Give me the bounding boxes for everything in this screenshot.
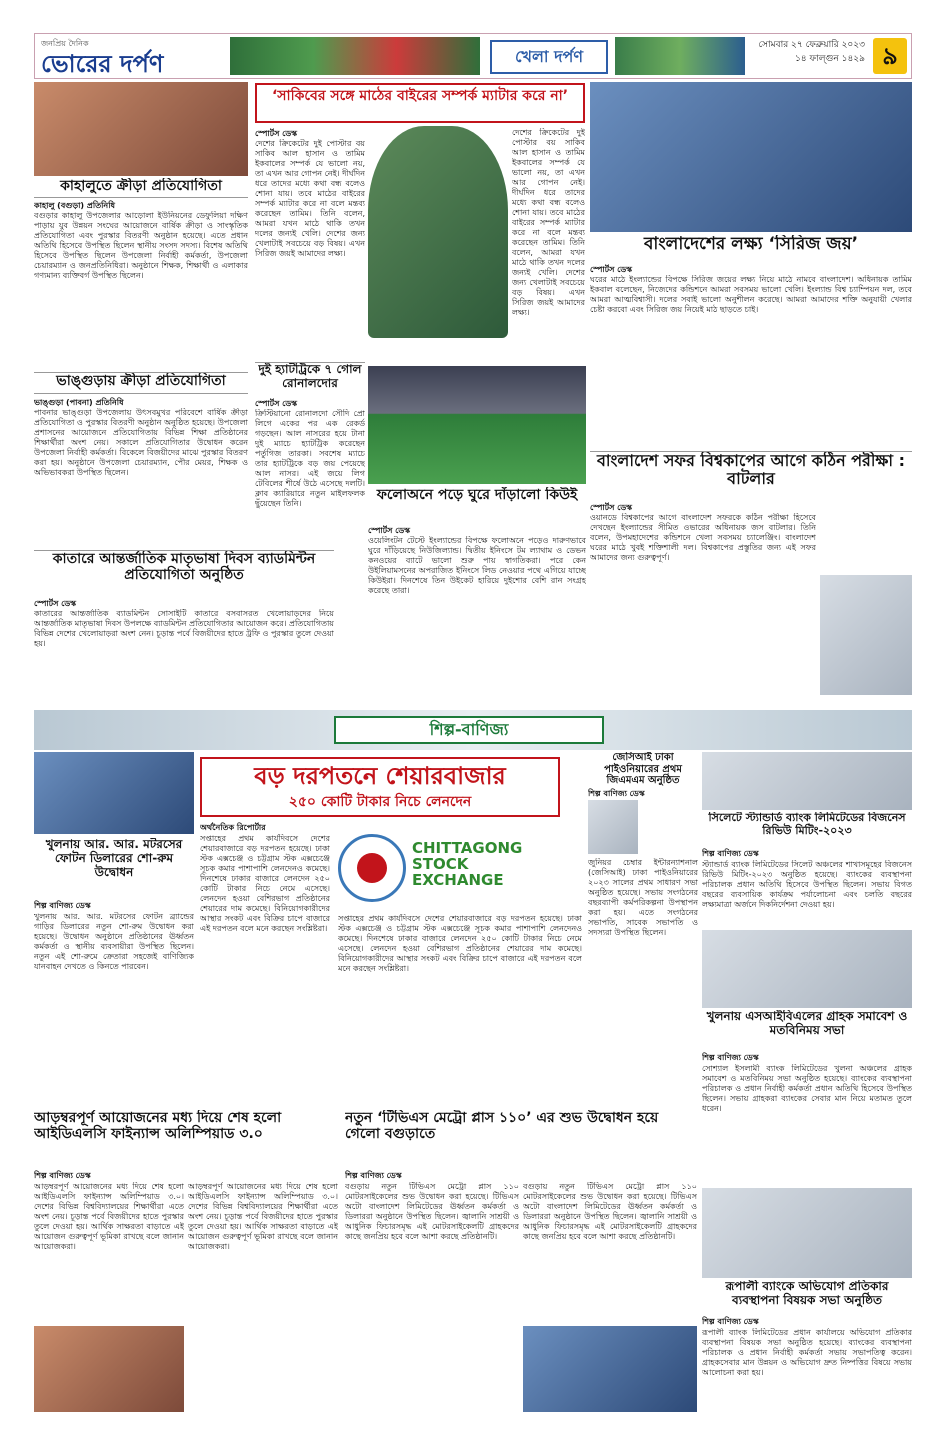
standard-bank-body: স্ট্যান্ডার্ড ব্যাংক লিমিটেডের সিলেট অঞ্চলের শাখাসমূহের বিজনেস রিভিউ মিটিং-২০২৩ অনুষ্ঠিত হয়েছে। ব্যাংকের ব্যবস্থাপনা পরিচালক প্রধান অতিথি হিসেবে উপস্থিত ছিলেন। সভায় বিগত বছরের ব্যবসায়িক কার্যক্রম পর্যালোচনা এবং চলতি বছরের লক্ষ্যমাত্রা অর্জনে দিকনির্দেশনা দেওয়া হয়। bbox=[702, 860, 912, 909]
share-market-dateline: অর্থনৈতিক রিপোর্টার bbox=[200, 823, 266, 832]
brand-tagline: জনপ্রিয় দৈনিক bbox=[41, 39, 89, 48]
share-market-body-left: সপ্তাহের প্রথম কার্যদিবসে দেশের শেয়ারবাজারে বড় দরপতন হয়েছে। ঢাকা স্টক এক্সচেঞ্জ ও চট্টগ্রাম স্টক এক্সচেঞ্জে সূচক কমার পাশাপাশি লেনদেনও কমেছে। দিনশেষে ঢাকার বাজারে লেনদেন ২৫০ কোটি টাকার নিচে নেমে এসেছে। লেনদেন হওয়া বেশিরভাগ প্রতিষ্ঠানের শেয়ারের দাম কমেছে। বিনিয়োগকারীদের আস্থার সংকট এবং বিক্রির চাপে বাজারে এই দরপতন বলে মনে করছেন সংশ্লিষ্টরা। bbox=[200, 834, 330, 933]
date-gregorian: সোমবার ২৭ ফেব্রুয়ারি ২০২৩ bbox=[758, 40, 865, 50]
badminton-body: কাতারের আন্তর্জাতিক ব্যাডমিন্টন সোসাইটি কাতারে বসবাসরত খেলোয়াড়দের নিয়ে আন্তর্জাতিক মাতৃভাষা দিবস উপলক্ষে ব্যাডমিন্টন প্রতিযোগিতার আয়োজন করে। প্রতিযোগিতায় বিভিন্ন দেশের খেলোয়াড়রা অংশ নেন। চূড়ান্ত পর্বে বিজয়ীদের হাতে ট্রফি ও পুরস্কার তুলে দেওয়া হয়। bbox=[34, 609, 334, 648]
standard-bank-dateline: শিল্প বাণিজ্য ডেস্ক bbox=[702, 849, 759, 858]
tvs-headline: নতুন ‘টিভিএস মেট্রো প্লাস ১১০’ এর শুভ উদ্বোধন হয়ে গেলো বগুড়াতে bbox=[345, 1110, 659, 1143]
kahalu-dateline: কাহালু (বগুড়া) প্রতিনিধি bbox=[34, 201, 115, 210]
sakib-body-left: দেশের ক্রিকেটের দুই পোস্টার বয় সাকিব আল হাসান ও তামিম ইকবালের সম্পর্ক যে ভালো নয়, তা এখন আর গোপন নেই। দীর্ঘদিন ধরে তাদের মধ্যে কথা বন্ধ বলেও শোনা যায়। তবে মাঠের বাইরের সম্পর্ক ম্যাটার করে না বলে মন্তব্য করেছেন তামিম। তিনি বলেন, আমরা যখন মাঠে থাকি তখন দলের জন্যই খেলি। দেশের জন্য খেলাটাই সবচেয়ে বড় বিষয়। এখন সিরিজ জয়ই আমাদের লক্ষ্য। bbox=[255, 139, 365, 258]
idlc-dateline: শিল্প বাণিজ্য ডেস্ক bbox=[34, 1171, 91, 1180]
badminton-headline: কাতারে আন্তর্জাতিক মাতৃভাষা দিবস ব্যাডমিন্টন প্রতিযোগিতা অনুষ্ঠিত bbox=[34, 550, 334, 596]
buttler-dateline: স্পোর্টস ডেস্ক bbox=[590, 503, 633, 512]
masthead bbox=[34, 33, 912, 79]
kahalu-headline: কাহালুতে ক্রীড়া প্রতিযোগিতা bbox=[34, 178, 248, 198]
sibl-body: সোশ্যাল ইসলামী ব্যাংক লিমিটেডের খুলনা অঞ্চলের গ্রাহক সমাবেশ ও মতবিনিময় সভা অনুষ্ঠিত হয়েছে। ব্যাংকের ব্যবস্থাপনা পরিচালক ও প্রধান নির্বাহী কর্মকর্তা প্রধান অতিথি হিসেবে উপস্থিত ছিলেন। সভায় গ্রাহকরা ব্যাংকের সেবার মান নিয়ে মতামত তুলে ধরেন। bbox=[702, 1064, 912, 1113]
cse-logo bbox=[412, 840, 536, 900]
sports-banner-image bbox=[230, 37, 480, 75]
date-bangla: ১৪ ফাল্গুন ১৪২৯ bbox=[794, 54, 865, 64]
rr-motors-body: খুলনায় আর. আর. মটরসের ফোটন ব্র্যান্ডের গাড়ির ডিলারের নতুন শো-রুম উদ্বোধন করা হয়েছে। উদ্বোধন অনুষ্ঠানে প্রতিষ্ঠানের ঊর্ধ্বতন কর্মকর্তা ও স্থানীয় ব্যবসায়ীরা উপস্থিত ছিলেন। নতুন এই শো-রুমে ক্রেতারা সহজেই বাণিজ্যিক যানবাহন দেখতে ও কিনতে পারবেন। bbox=[34, 912, 194, 971]
idlc-winners-photo bbox=[34, 1326, 184, 1412]
sibl-photo bbox=[702, 930, 912, 1008]
standard-bank-headline: সিলেটে স্ট্যান্ডার্ড ব্যাংক লিমিটেডের বিজনেস রিভিউ মিটিং-২০২৩ bbox=[708, 812, 906, 837]
idlc-body-right: আড়ম্বরপূর্ণ আয়োজনের মধ্য দিয়ে শেষ হলো আইডিএলসি ফাইন্যান্স অলিম্পিয়াড ৩.০। দেশের বিভিন্ন বিশ্ববিদ্যালয়ের শিক্ষার্থীরা এতে অংশ নেয়। চূড়ান্ত পর্বে বিজয়ীদের হাতে পুরস্কার তুলে দেওয়া হয়। আর্থিক সাক্ষরতা বাড়াতে এই আয়োজন গুরুত্বপূর্ণ ভূমিকা রাখছে বলে জানান আয়োজকরা। bbox=[188, 1182, 338, 1251]
tvs-launch-photo bbox=[523, 1326, 697, 1412]
rr-motors-headline: খুলনায় আর. আর. মটরসের ফোটন ডিলারের শো-রুম উদ্বোধন bbox=[45, 838, 183, 879]
kiwi-body: ওয়েলিংটন টেস্টে ইংল্যান্ডের বিপক্ষে ফলোঅনে পড়েও দারুণভাবে ঘুরে দাঁড়িয়েছে নিউজিল্যান্ড। দ্বিতীয় ইনিংসে টম ল্যাথাম ও ডেভন কনওয়ের ব্যাটে ভালো শুরু পায় স্বাগতিকরা। পরে কেন উইলিয়ামসনের অপরাজিত ইনিংসে লিড নেওয়ার পথে এগিয়ে যাচ্ছে কিউইরা। দিনশেষে তিন উইকেট হারিয়ে দুইশোর বেশি রান সংগ্রহ করেছে তারা। bbox=[368, 536, 586, 595]
sakib-headline: ‘সাকিবের সঙ্গে মাঠের বাইরের সম্পর্ক ম্যাটার করে না’ bbox=[255, 83, 585, 123]
brand-name: ভোরের দর্পণ bbox=[41, 50, 164, 76]
kiwi-dateline: স্পোর্টস ডেস্ক bbox=[368, 526, 411, 535]
khulna-showroom-photo bbox=[34, 752, 194, 834]
cse-logo-line1: CHITTAGONG bbox=[412, 840, 523, 857]
share-market-body-right: সপ্তাহের প্রথম কার্যদিবসে দেশের শেয়ারবাজারে বড় দরপতন হয়েছে। ঢাকা স্টক এক্সচেঞ্জ ও চট্টগ্রাম স্টক এক্সচেঞ্জে সূচক কমার পাশাপাশি লেনদেনও কমেছে। দিনশেষে ঢাকার বাজারে লেনদেন ২৫০ কোটি টাকার নিচে নেমে এসেছে। লেনদেন হওয়া বেশিরভাগ প্রতিষ্ঠানের শেয়ারের দাম কমেছে। বিনিয়োগকারীদের আস্থার সংকট এবং বিক্রির চাপে বাজারে এই দরপতন বলে মনে করছেন সংশ্লিষ্টরা। bbox=[338, 914, 582, 973]
ronaldo-body: ক্রিস্টিয়ানো রোনালদো সৌদি প্রো লিগে একের পর এক রেকর্ড গড়ছেন। আল নাসরের হয়ে টানা দুই ম্যাচে হ্যাটট্রিক করেছেন পর্তুগিজ তারকা। সবশেষ ম্যাচে তার হ্যাটট্রিকে বড় জয় পেয়েছে আল নাসর। এই জয়ে লিগ টেবিলের শীর্ষে উঠে এসেছে দলটি। ক্লাব ক্যারিয়ারে নতুন মাইলফলক ছুঁয়েছেন তিনি। bbox=[255, 409, 365, 508]
series-headline: বাংলাদেশের লক্ষ্য ‘সিরিজ জয়’ bbox=[643, 235, 859, 254]
dse-logo-icon bbox=[338, 834, 406, 902]
newspaper-logo bbox=[41, 38, 226, 76]
series-dateline: স্পোর্টস ডেস্ক bbox=[590, 265, 633, 274]
cse-logo-line3: EXCHANGE bbox=[412, 871, 504, 889]
rupali-dateline: শিল্প বাণিজ্য ডেস্ক bbox=[702, 1317, 759, 1326]
kahalu-body: বগুড়ার কাহালু উপজেলার আড়োলা ইউনিয়নের ডেফুলিয়া দক্ষিণ পাড়ায় যুব উন্নয়ন সংঘের আয়োজনে বার্ষিক ক্রীড়া ও সাংস্কৃতিক প্রতিযোগিতা এবং পুরস্কার বিতরণী অনুষ্ঠান হয়েছে। এতে প্রধান অতিথি হিসেবে উপস্থিত ছিলেন স্থানীয় সংসদ সদস্য। বিশেষ অতিথি হিসেবে উপস্থিত ছিলেন উপজেলা নির্বাহী কর্মকর্তা, উপজেলা চেয়ারম্যান ও জনপ্রতিনিধিরা। অনুষ্ঠানে শিক্ষক, শিক্ষার্থী ও এলাকার গণ্যমান্য ব্যক্তিবর্গ উপস্থিত ছিলেন। bbox=[34, 211, 248, 280]
series-body: ঘরের মাঠে ইংল্যান্ডের বিপক্ষে সিরিজ জয়ের লক্ষ্য নিয়ে মাঠে নামবে বাংলাদেশ। অধিনায়ক তামিম ইকবাল বলেছেন, নিজেদের কন্ডিশনে আমরা সবসময় ভালো খেলি। ইংল্যান্ড বিশ্ব চ্যাম্পিয়ন দল, তবে আমরা আত্মবিশ্বাসী। দলের সবাই ভালো অনুশীলন করেছে। আমরা আমাদের শক্তি অনুযায়ী খেলার চেষ্টা করবো এবং সিরিজ জয় নিয়েই মাঠ ছাড়তে চাই। bbox=[590, 275, 912, 314]
sports-banner-image-right bbox=[615, 37, 745, 75]
ronaldo-dateline: স্পোর্টস ডেস্ক bbox=[255, 399, 298, 408]
jci-headline: জেসিআই ঢাকা পাইওনিয়ারের প্রথম জিএমএম অনুষ্ঠিত bbox=[604, 752, 682, 786]
date-line bbox=[750, 38, 865, 76]
share-market-headline: বড় দরপতনে শেয়ারবাজার bbox=[254, 762, 506, 790]
cse-logo-line2: STOCK bbox=[412, 855, 469, 873]
ronaldo-headline: দুই হ্যাটট্রিকে ৭ গোল রোনালদোর bbox=[255, 362, 365, 396]
buttler-headline: বাংলাদেশ সফর বিশ্বকাপের আগে কঠিন পরীক্ষা : বাটলার bbox=[590, 451, 912, 499]
rr-motors-dateline: শিল্প বাণিজ্য ডেস্ক bbox=[34, 901, 91, 910]
rupali-body: রূপালী ব্যাংক লিমিটেডের প্রধান কার্যালয়ে অভিযোগ প্রতিকার ব্যবস্থাপনা বিষয়ক সভা অনুষ্ঠিত হয়েছে। ব্যাংকের ব্যবস্থাপনা পরিচালক ও প্রধান নির্বাহী কর্মকর্তা সভায় সভাপতিত্ব করেন। গ্রাহকসেবার মান উন্নয়ন ও অভিযোগ দ্রুত নিষ্পত্তির বিষয়ে সভায় আলোচনা করা হয়। bbox=[702, 1328, 912, 1377]
buttler-photo bbox=[820, 575, 912, 695]
sakib-dateline: স্পোর্টস ডেস্ক bbox=[255, 129, 298, 138]
jci-person-photo bbox=[588, 800, 638, 854]
idlc-headline: আড়ম্বরপূর্ণ আয়োজনের মধ্য দিয়ে শেষ হলো আইডিএলসি ফাইন্যান্স অলিম্পিয়াড ৩.০ bbox=[34, 1110, 282, 1143]
page-number: ৯ bbox=[873, 38, 907, 74]
business-section-banner bbox=[34, 710, 912, 750]
sibl-dateline: শিল্প বাণিজ্য ডেস্ক bbox=[702, 1053, 759, 1062]
team-huddle-photo bbox=[590, 82, 912, 232]
bhangura-dateline: ভাঙ্গুড়া (পাবনা) প্রতিনিধি bbox=[34, 398, 124, 407]
cricket-test-photo bbox=[368, 366, 586, 484]
kahalu-photo bbox=[34, 82, 248, 176]
share-market-title-box bbox=[200, 757, 560, 817]
kiwi-headline: ফলোঅনে পড়ে ঘুরে দাঁড়ালো কিউই bbox=[376, 487, 578, 503]
tamim-photo bbox=[368, 126, 508, 338]
bhangura-headline: ভাঙ্গুড়ায় ক্রীড়া প্রতিযোগিতা bbox=[34, 372, 248, 394]
sakib-body-right: দেশের ক্রিকেটের দুই পোস্টার বয় সাকিব আল হাসান ও তামিম ইকবালের সম্পর্ক যে ভালো নয়, তা এখন আর গোপন নেই। দীর্ঘদিন ধরে তাদের মধ্যে কথা বন্ধ বলেও শোনা যায়। তবে মাঠের বাইরের সম্পর্ক ম্যাটার করে না বলে মন্তব্য করেছেন তামিম। তিনি বলেন, আমরা যখন মাঠে থাকি তখন দলের জন্যই খেলি। দেশের জন্য খেলাটাই সবচেয়ে বড় বিষয়। এখন সিরিজ জয়ই আমাদের লক্ষ্য। bbox=[512, 128, 585, 317]
idlc-body-left: আড়ম্বরপূর্ণ আয়োজনের মধ্য দিয়ে শেষ হলো আইডিএলসি ফাইন্যান্স অলিম্পিয়াড ৩.০। দেশের বিভিন্ন বিশ্ববিদ্যালয়ের শিক্ষার্থীরা এতে অংশ নেয়। চূড়ান্ত পর্বে বিজয়ীদের হাতে পুরস্কার তুলে দেওয়া হয়। আর্থিক সাক্ষরতা বাড়াতে এই আয়োজন গুরুত্বপূর্ণ ভূমিকা রাখছে বলে জানান আয়োজকরা। bbox=[34, 1182, 184, 1251]
share-market-subtitle: ২৫০ কোটি টাকার নিচে লেনদেন bbox=[288, 794, 472, 810]
standard-bank-meeting-photo bbox=[702, 752, 912, 810]
jci-dateline: শিল্প বাণিজ্য ডেস্ক bbox=[588, 789, 645, 798]
dse-logo-center-icon bbox=[357, 853, 387, 883]
sibl-headline: খুলনায় এসআইবিএলের গ্রাহক সমাবেশ ও মতবিনিময় সভা bbox=[706, 1010, 908, 1037]
buttler-body: ওয়ানডে বিশ্বকাপের আগে বাংলাদেশ সফরকে কঠিন পরীক্ষা হিসেবে দেখছেন ইংল্যান্ডের সীমিত ওভারের অধিনায়ক জস বাটলার। তিনি বলেন, উপমহাদেশের কন্ডিশনে খেলা সবসময় চ্যালেঞ্জিং। বাংলাদেশ ঘরের মাঠে খুবই শক্তিশালী দল। বিশ্বকাপের প্রস্তুতির জন্য এই সফর আমাদের জন্য গুরুত্বপূর্ণ। bbox=[590, 513, 816, 562]
rupali-headline: রূপালী ব্যাংকে অভিযোগ প্রতিকার ব্যবস্থাপনা বিষয়ক সভা অনুষ্ঠিত bbox=[725, 1280, 889, 1307]
tvs-dateline: শিল্প বাণিজ্য ডেস্ক bbox=[345, 1171, 402, 1180]
stock-exchange-logos bbox=[338, 828, 538, 908]
tvs-body-right: বগুড়ায় নতুন টিভিএস মেট্রো প্লাস ১১০ মোটরসাইকেলের শুভ উদ্বোধন করা হয়েছে। টিভিএস অটো বাংলাদেশ লিমিটেডের ঊর্ধ্বতন কর্মকর্তা ও ডিলাররা অনুষ্ঠানে উপস্থিত ছিলেন। জ্বালানি সাশ্রয়ী ও আধুনিক ফিচারসমৃদ্ধ এই মোটরসাইকেলটি গ্রাহকদের কাছে জনপ্রিয় হবে বলে আশা করছে প্রতিষ্ঠানটি। bbox=[523, 1182, 697, 1241]
badminton-dateline: স্পোর্টস ডেস্ক bbox=[34, 599, 77, 608]
bhangura-body: পাবনার ভাঙ্গুড়া উপজেলায় উৎসবমুখর পরিবেশে বার্ষিক ক্রীড়া প্রতিযোগিতা ও পুরস্কার বিতরণী অনুষ্ঠান অনুষ্ঠিত হয়েছে। উপজেলা প্রশাসনের আয়োজনে প্রতিযোগিতায় বিভিন্ন শিক্ষা প্রতিষ্ঠানের শিক্ষার্থীরা অংশ নেয়। সকালে প্রতিযোগিতার উদ্বোধন করেন উপজেলা নির্বাহী কর্মকর্তা। বিকেলে বিজয়ীদের মাঝে পুরস্কার বিতরণ করা হয়। অনুষ্ঠানে উপজেলা চেয়ারম্যান, পৌর মেয়র, শিক্ষক ও অভিভাবকরা উপস্থিত ছিলেন। bbox=[34, 408, 248, 477]
tvs-body-left: বগুড়ায় নতুন টিভিএস মেট্রো প্লাস ১১০ মোটরসাইকেলের শুভ উদ্বোধন করা হয়েছে। টিভিএস অটো বাংলাদেশ লিমিটেডের ঊর্ধ্বতন কর্মকর্তা ও ডিলাররা অনুষ্ঠানে উপস্থিত ছিলেন। জ্বালানি সাশ্রয়ী ও আধুনিক ফিচারসমৃদ্ধ এই মোটরসাইকেলটি গ্রাহকদের কাছে জনপ্রিয় হবে বলে আশা করছে প্রতিষ্ঠানটি। bbox=[345, 1182, 519, 1241]
section-title: খেলা দর্পণ bbox=[490, 40, 608, 74]
rupali-bank-photo bbox=[702, 1188, 912, 1278]
business-section-title: শিল্প-বাণিজ্য bbox=[334, 716, 604, 744]
jci-body: জুনিয়র চেম্বার ইন্টারন্যাশনাল (জেসিআই) ঢাকা পাইওনিয়ারের ২০২৩ সালের প্রথম সাধারণ সভা অনুষ্ঠিত হয়েছে। সভায় সংগঠনের বছরব্যাপী কর্মপরিকল্পনা উপস্থাপন করা হয়। এতে সংগঠনের সভাপতি, সাবেক সভাপতি ও সদস্যরা উপস্থিত ছিলেন। bbox=[588, 858, 698, 937]
